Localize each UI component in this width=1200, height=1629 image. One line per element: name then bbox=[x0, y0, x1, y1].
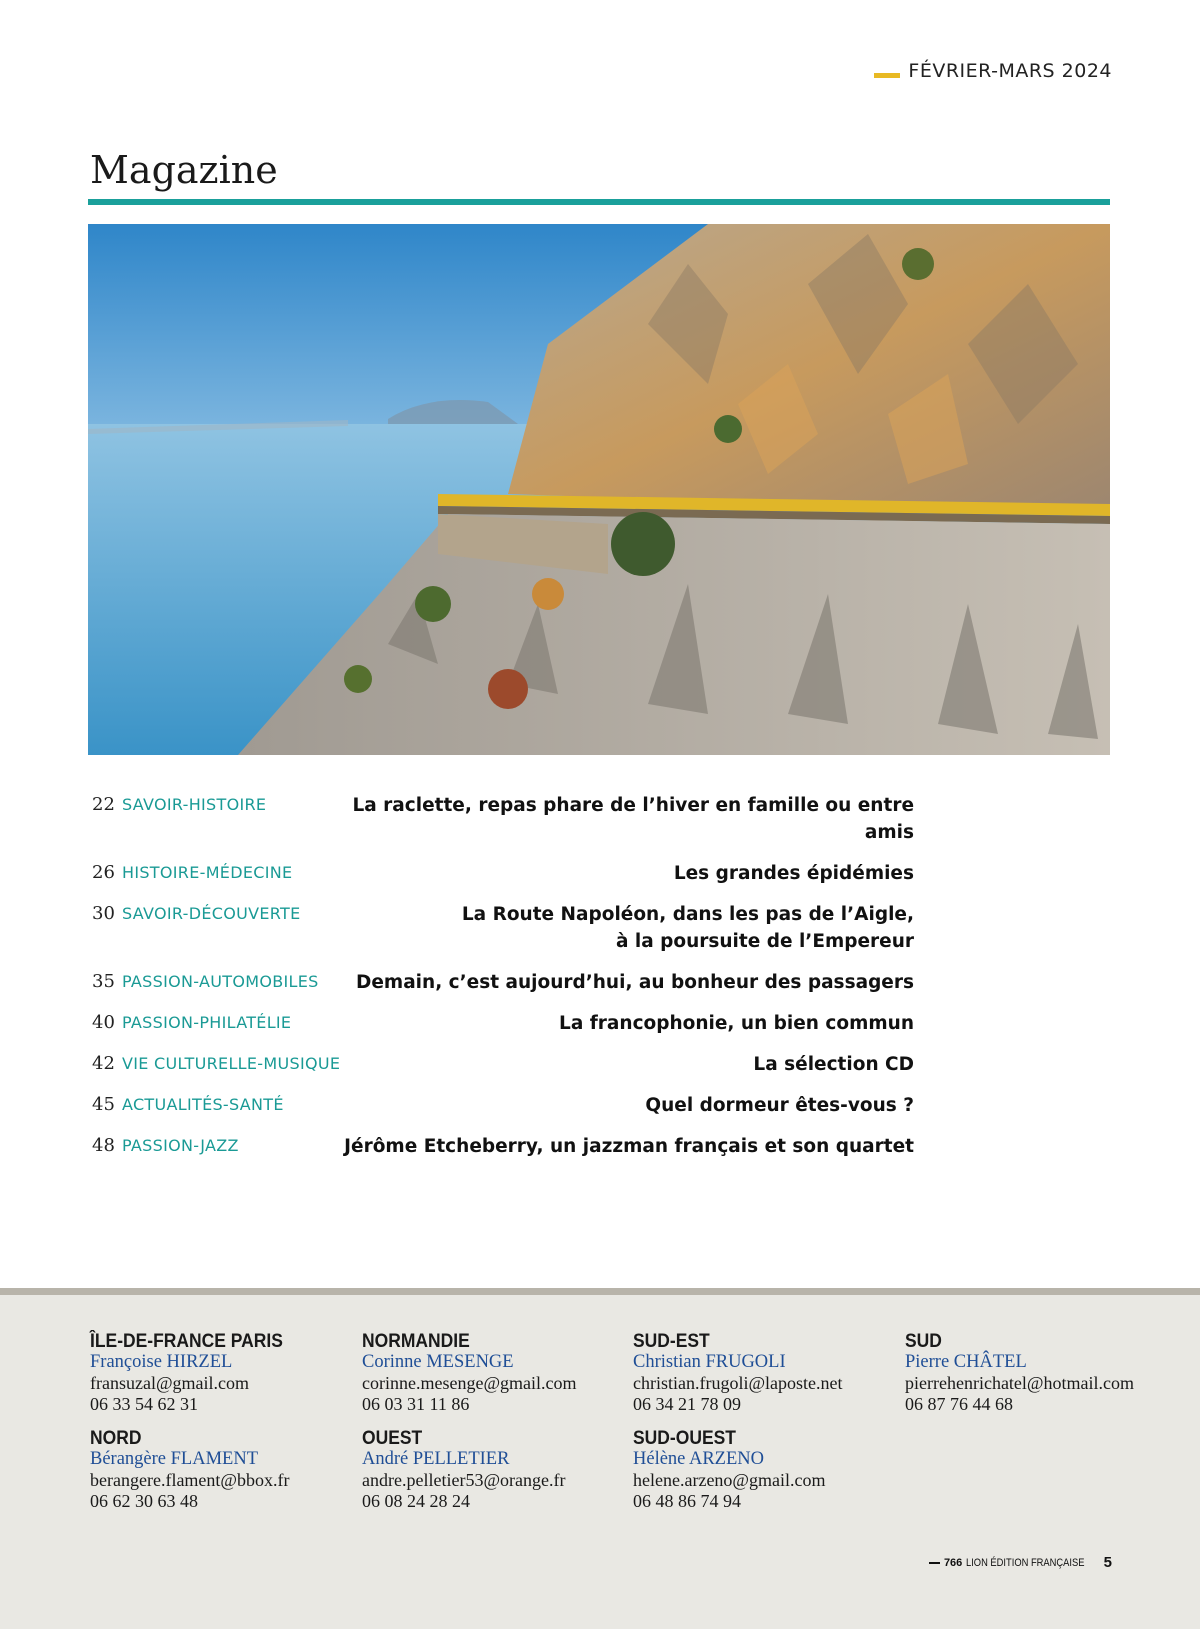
footer-dash bbox=[929, 1562, 940, 1564]
publication-name: LION ÉDITION FRANÇAISE bbox=[966, 1556, 1085, 1569]
toc-rubric: SAVOIR-DÉCOUVERTE bbox=[122, 904, 301, 923]
toc-rubric: SAVOIR-HISTOIRE bbox=[122, 795, 267, 814]
contact-person: Bérangère FLAMENT bbox=[90, 1449, 258, 1469]
contact-sud bbox=[905, 1331, 1175, 1415]
toc-article-title bbox=[342, 1010, 914, 1037]
contact-person: Christian FRUGOLI bbox=[633, 1352, 786, 1372]
toc-article-title bbox=[342, 1092, 914, 1119]
region-name: SUD-OUEST bbox=[633, 1428, 736, 1449]
toc-article-title bbox=[342, 792, 914, 846]
toc-article-title bbox=[342, 969, 914, 996]
contact-person: Françoise HIRZEL bbox=[90, 1352, 233, 1372]
toc-title-line: La Route Napoléon, dans les pas de l’Aigle, bbox=[461, 904, 914, 925]
region-name: NORMANDIE bbox=[362, 1331, 470, 1352]
toc-rubric: PASSION-PHILATÉLIE bbox=[122, 1013, 292, 1032]
toc-page-number: 42 bbox=[92, 1053, 115, 1074]
toc-page-number: 22 bbox=[92, 794, 115, 815]
toc-title-line: La sélection CD bbox=[753, 1054, 914, 1075]
toc-article-title bbox=[342, 1051, 914, 1078]
region-name: OUEST bbox=[362, 1428, 423, 1449]
toc-article-title bbox=[342, 1133, 914, 1160]
contact-person: Pierre CHÂTEL bbox=[905, 1352, 1027, 1372]
title-rule bbox=[88, 199, 1110, 205]
coastal-cliff-road-illustration bbox=[88, 224, 1110, 755]
region-name: ÎLE-DE-FRANCE PARIS bbox=[90, 1331, 283, 1352]
toc-entry[interactable] bbox=[92, 860, 914, 887]
toc-rubric: VIE CULTURELLE-MUSIQUE bbox=[122, 1054, 341, 1073]
toc-rubric: PASSION-AUTOMOBILES bbox=[122, 972, 319, 991]
toc-entry[interactable] bbox=[92, 901, 914, 955]
toc-page-number: 40 bbox=[92, 1012, 115, 1033]
toc-title-line: Jérôme Etcheberry, un jazzman français et son quartet bbox=[344, 1136, 914, 1157]
contact-ouest bbox=[362, 1428, 632, 1512]
toc-title-line: Quel dormeur êtes-vous ? bbox=[645, 1095, 914, 1116]
contact-email[interactable]: andre.pelletier53@orange.fr bbox=[362, 1470, 566, 1490]
toc-title-line: Demain, c’est aujourd’hui, au bonheur des passagers bbox=[356, 972, 914, 993]
toc-page-number: 30 bbox=[92, 903, 115, 924]
toc-rubric: ACTUALITÉS-SANTÉ bbox=[122, 1095, 284, 1114]
toc-entry[interactable] bbox=[92, 1051, 914, 1078]
toc-title-line: La raclette, repas phare de l’hiver en famille ou entre amis bbox=[352, 795, 914, 843]
contact-email[interactable]: corinne.mesenge@gmail.com bbox=[362, 1373, 577, 1393]
page-number: 5 bbox=[1103, 1554, 1112, 1571]
contact-nord bbox=[90, 1428, 360, 1512]
contact-sud-est bbox=[633, 1331, 903, 1415]
issue-number: 766 bbox=[943, 1556, 963, 1569]
toc-article-title bbox=[342, 901, 914, 955]
contact-ile-de-france bbox=[90, 1331, 360, 1415]
toc-article-title bbox=[342, 860, 914, 887]
contact-phone: 06 34 21 78 09 bbox=[633, 1394, 741, 1414]
contact-normandie bbox=[362, 1331, 632, 1415]
contact-email[interactable]: helene.arzeno@gmail.com bbox=[633, 1470, 826, 1490]
contact-phone: 06 62 30 63 48 bbox=[90, 1491, 198, 1511]
contact-email[interactable]: christian.frugoli@laposte.net bbox=[633, 1373, 843, 1393]
contact-phone: 06 33 54 62 31 bbox=[90, 1394, 198, 1414]
hero-photo bbox=[88, 224, 1110, 755]
contact-sud-ouest bbox=[633, 1428, 903, 1512]
toc-page-number: 26 bbox=[92, 862, 115, 883]
contact-phone: 06 48 86 74 94 bbox=[633, 1491, 741, 1511]
regional-contacts-panel bbox=[0, 1288, 1200, 1629]
toc-entry[interactable] bbox=[92, 1010, 914, 1037]
toc-page-number: 45 bbox=[92, 1094, 115, 1115]
toc-entry[interactable] bbox=[92, 792, 914, 846]
toc-page-number: 48 bbox=[92, 1135, 115, 1156]
page-footer bbox=[929, 1554, 1112, 1571]
issue-date-tag bbox=[874, 60, 1112, 82]
toc-rubric: PASSION-JAZZ bbox=[122, 1136, 239, 1155]
toc-title-line: Les grandes épidémies bbox=[673, 863, 914, 884]
accent-bar bbox=[874, 73, 900, 78]
section-title: Magazine bbox=[90, 148, 278, 192]
region-name: SUD bbox=[905, 1331, 942, 1352]
contact-phone: 06 87 76 44 68 bbox=[905, 1394, 1013, 1414]
issue-date: FÉVRIER-MARS 2024 bbox=[908, 60, 1112, 82]
toc-entry[interactable] bbox=[92, 1092, 914, 1119]
contact-email[interactable]: pierrehenrichatel@hotmail.com bbox=[905, 1373, 1134, 1393]
toc-title-line: à la poursuite de l’Empereur bbox=[615, 931, 914, 952]
toc-entry[interactable] bbox=[92, 969, 914, 996]
contact-person: Hélène ARZENO bbox=[633, 1449, 765, 1469]
toc-page-number: 35 bbox=[92, 971, 115, 992]
table-of-contents bbox=[92, 792, 914, 1174]
toc-rubric: HISTOIRE-MÉDECINE bbox=[122, 863, 293, 882]
region-name: SUD-EST bbox=[633, 1331, 710, 1352]
contact-phone: 06 03 31 11 86 bbox=[362, 1394, 470, 1414]
contact-person: André PELLETIER bbox=[362, 1449, 510, 1469]
contact-phone: 06 08 24 28 24 bbox=[362, 1491, 470, 1511]
contact-email[interactable]: berangere.flament@bbox.fr bbox=[90, 1470, 290, 1490]
contact-email[interactable]: fransuzal@gmail.com bbox=[90, 1373, 250, 1393]
contact-person: Corinne MESENGE bbox=[362, 1352, 514, 1372]
toc-title-line: La francophonie, un bien commun bbox=[559, 1013, 914, 1034]
region-name: NORD bbox=[90, 1428, 142, 1449]
toc-entry[interactable] bbox=[92, 1133, 914, 1160]
